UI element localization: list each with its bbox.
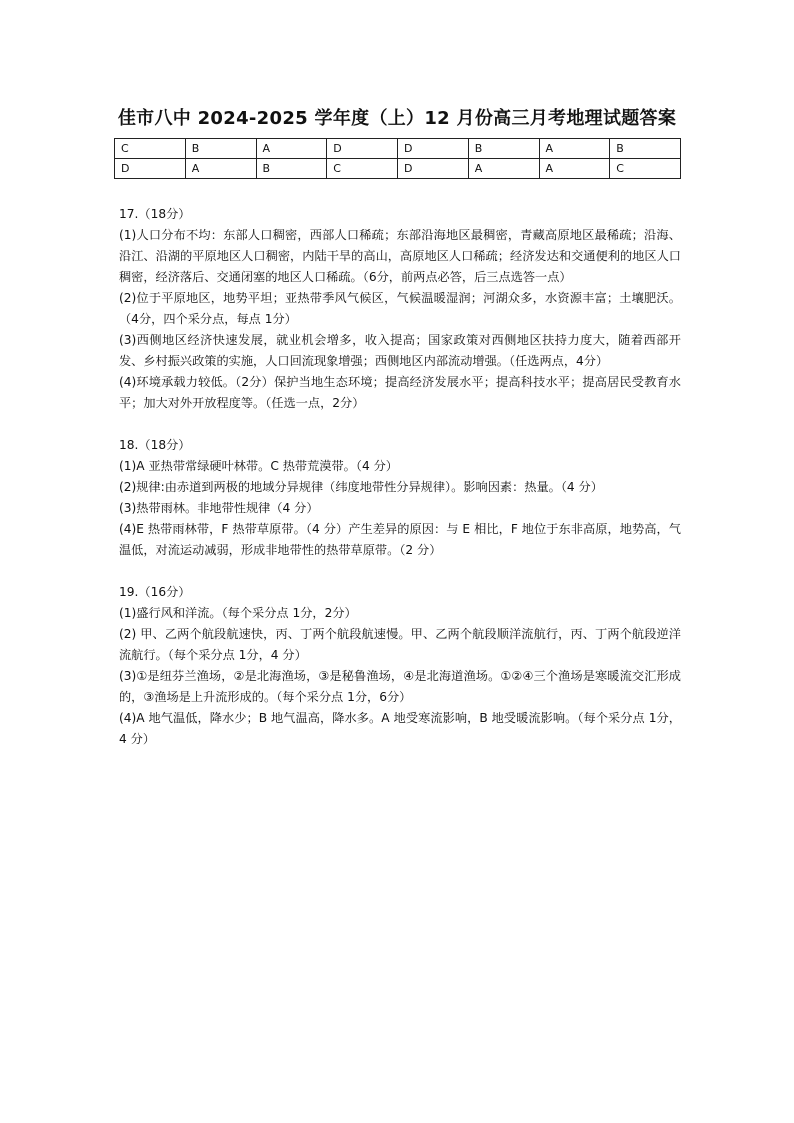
question-heading: 18.（18分） xyxy=(119,438,191,452)
table-cell: A xyxy=(256,139,327,159)
question-19-answer xyxy=(119,582,681,750)
answer-paragraph: (2)位于平原地区，地势平坦；亚热带季风气候区，气候温暖湿润；河湖众多，水资源丰富；土壤肥沃。（4分，四个采分点，每点 1分） xyxy=(119,291,681,326)
table-cell: D xyxy=(327,139,398,159)
question-18-answer xyxy=(119,435,681,561)
answer-table xyxy=(114,138,681,179)
answer-paragraph: (1)人口分布不均：东部人口稠密，西部人口稀疏；东部沿海地区最稠密，青藏高原地区最稀疏；沿海、沿江、沿湖的平原地区人口稠密，内陆干旱的高山，高原地区人口稀疏；经济发达和交通便利的地区人口稠密，经济落后、交通闭塞的地区人口稀疏。（6分，前两点必答，后三点选答一点） xyxy=(119,228,681,284)
table-cell: A xyxy=(185,159,256,179)
answer-content xyxy=(119,204,681,771)
table-row xyxy=(115,159,681,179)
answer-paragraph: (3)①是纽芬兰渔场，②是北海渔场，③是秘鲁渔场，④是北海道渔场。①②④三个渔场是寒暖流交汇形成的，③渔场是上升流形成的。（每个采分点 1分，6分） xyxy=(119,669,681,704)
table-cell: C xyxy=(327,159,398,179)
answer-paragraph: (4)环境承载力较低。（2分）保护当地生态环境；提高经济发展水平；提高科技水平；提高居民受教育水平；加大对外开放程度等。（任选一点，2分） xyxy=(119,375,681,410)
answer-paragraph: (2)规律:由赤道到两极的地域分异规律（纬度地带性分异规律）。影响因素：热量。（4 分） xyxy=(119,480,603,494)
table-cell: D xyxy=(398,139,469,159)
answer-paragraph: (4)E 热带雨林带，F 热带草原带。（4 分）产生差异的原因：与 E 相比，F 地位于东非高原，地势高，气温低，对流运动减弱，形成非地带性的热带草原带。（2 分） xyxy=(119,522,681,557)
answer-paragraph: (4)A 地气温低，降水少；B 地气温高，降水多。A 地受寒流影响，B 地受暖流影响。（每个采分点 1分，4 分） xyxy=(119,711,681,746)
answer-paragraph: (1)盛行风和洋流。（每个采分点 1分，2分） xyxy=(119,606,357,620)
table-cell: B xyxy=(468,139,539,159)
answer-paragraph: (3)西侧地区经济快速发展，就业机会增多，收入提高；国家政策对西侧地区扶持力度大，随着西部开发、乡村振兴政策的实施，人口回流现象增强；西侧地区内部流动增强。（任选两点，4分） xyxy=(119,333,681,368)
answer-paragraph: (3)热带雨林。非地带性规律（4 分） xyxy=(119,501,319,515)
answer-paragraph: (1)A 亚热带常绿硬叶林带。C 热带荒漠带。（4 分） xyxy=(119,459,398,473)
table-row xyxy=(115,139,681,159)
table-cell: D xyxy=(115,159,186,179)
table-cell: A xyxy=(468,159,539,179)
page-title: 佳市八中 2024-2025 学年度（上）12 月份高三月考地理试题答案 xyxy=(117,108,677,129)
table-cell: B xyxy=(610,139,681,159)
table-cell: D xyxy=(398,159,469,179)
table-cell: B xyxy=(256,159,327,179)
table-cell: B xyxy=(185,139,256,159)
question-heading: 17.（18分） xyxy=(119,207,191,221)
question-heading: 19.（16分） xyxy=(119,585,191,599)
answer-paragraph: (2) 甲、乙两个航段航速快，丙、丁两个航段航速慢。甲、乙两个航段顺洋流航行，丙、丁两个航段逆洋流航行。（每个采分点 1分，4 分） xyxy=(119,627,681,662)
table-cell: C xyxy=(610,159,681,179)
table-cell: A xyxy=(539,159,610,179)
table-cell: C xyxy=(115,139,186,159)
table-cell: A xyxy=(539,139,610,159)
question-17-answer xyxy=(119,204,681,414)
